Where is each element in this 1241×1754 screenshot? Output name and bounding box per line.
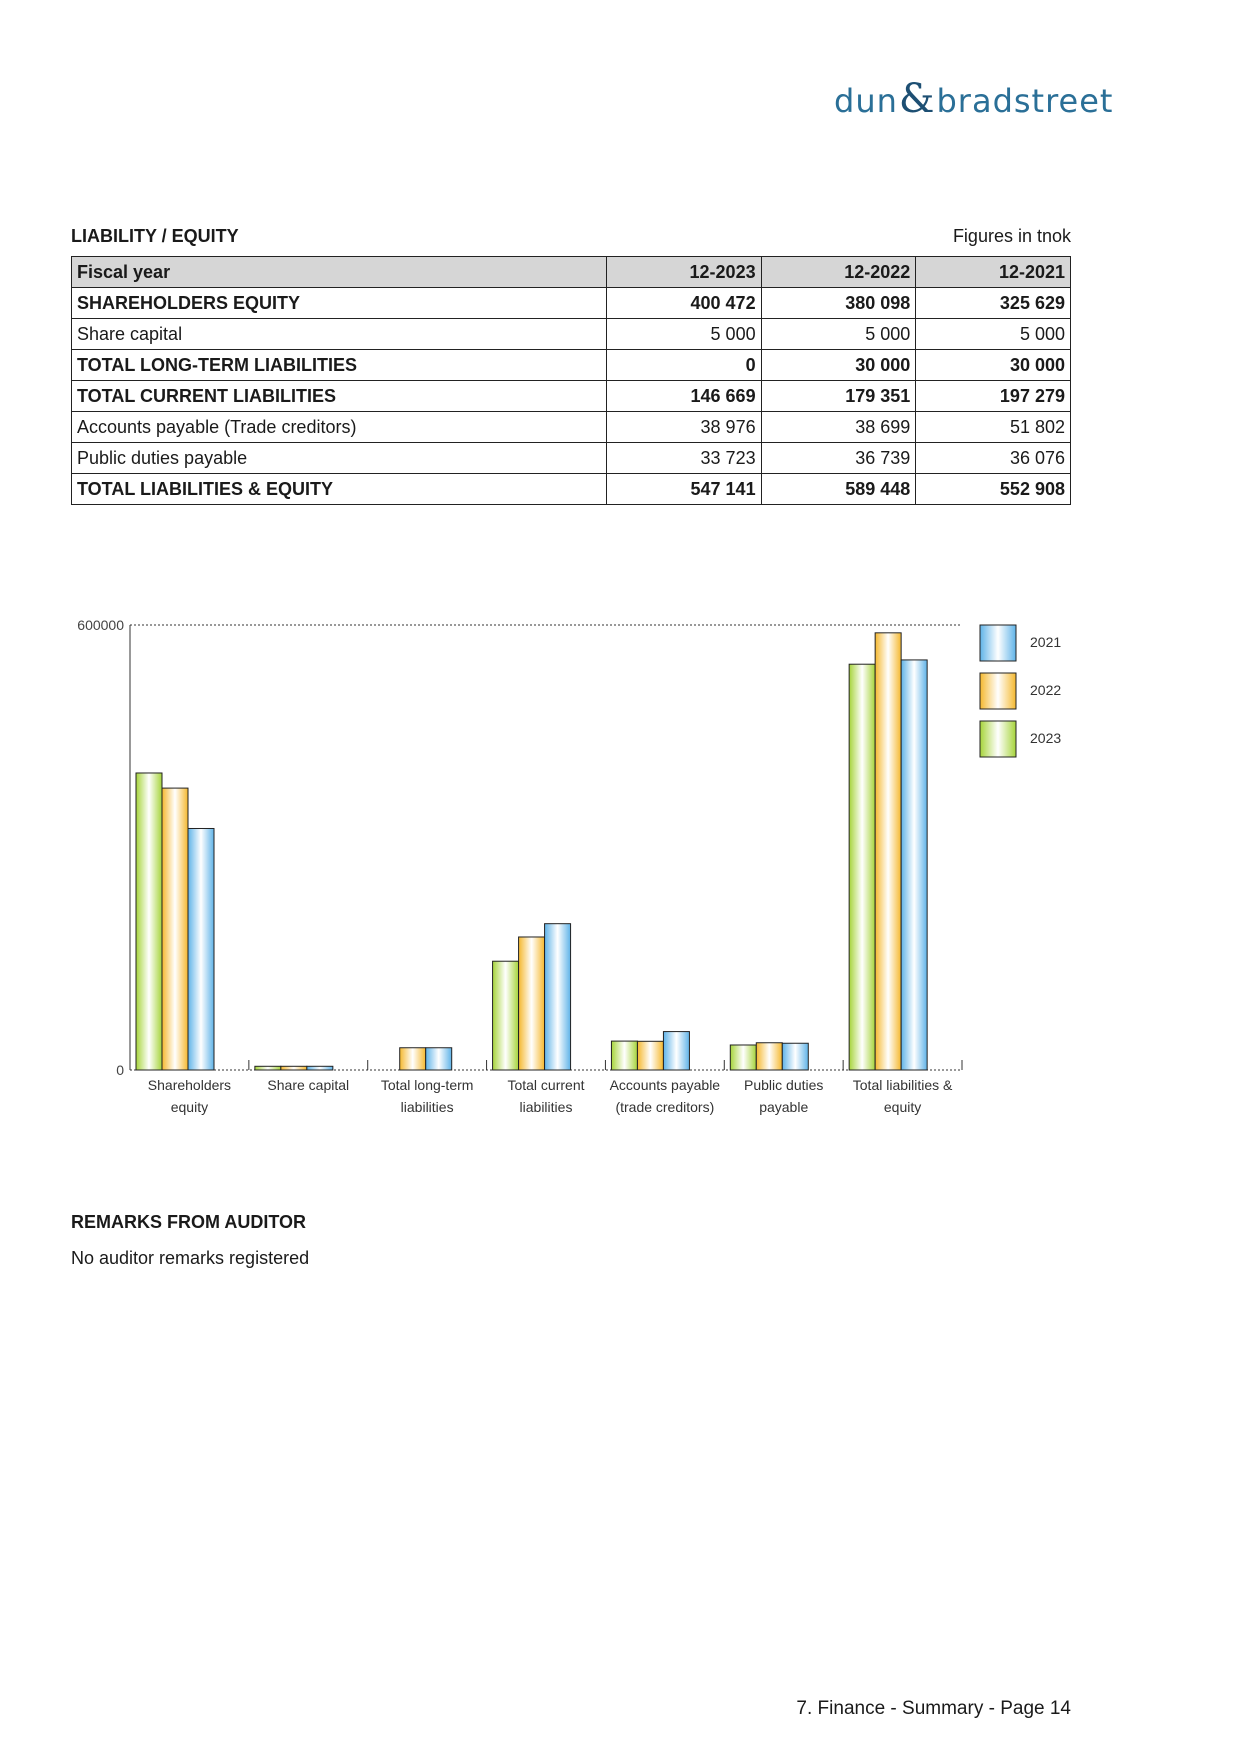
bar [756,1043,782,1070]
x-tick-label: Total current [507,1077,585,1093]
header-year: 12-2021 [916,257,1071,288]
liability-equity-table [71,256,1071,505]
row-label: Public duties payable [72,443,607,474]
bar [307,1066,333,1070]
row-value: 5 000 [916,319,1071,350]
header-year: 12-2022 [761,257,916,288]
x-tick-label: Share capital [267,1077,350,1093]
row-value: 36 739 [761,443,916,474]
row-value: 179 351 [761,381,916,412]
row-value: 400 472 [606,288,761,319]
row-label: TOTAL CURRENT LIABILITIES [72,381,607,412]
table-row [72,381,1071,412]
table-row [72,474,1071,505]
legend-label: 2023 [1030,730,1062,746]
x-tick-label: (trade creditors) [615,1099,715,1115]
row-label: SHAREHOLDERS EQUITY [72,288,607,319]
bar [188,828,214,1070]
bar [611,1041,637,1070]
table-row [72,350,1071,381]
bar [493,961,519,1070]
logo-text-dun: dun [834,82,898,120]
bar [875,633,901,1070]
x-tick-label: Total liabilities & [852,1077,953,1093]
row-value: 547 141 [606,474,761,505]
legend-label: 2021 [1030,634,1062,650]
row-value: 36 076 [916,443,1071,474]
row-value: 38 699 [761,412,916,443]
x-tick-label: Public duties [744,1077,824,1093]
row-label: Share capital [72,319,607,350]
legend-swatch [980,673,1016,709]
bar [545,924,571,1070]
legend-label: 2022 [1030,682,1062,698]
remarks-text: No auditor remarks registered [71,1248,310,1268]
row-label: TOTAL LONG-TERM LIABILITIES [72,350,607,381]
table-header-row [72,257,1071,288]
x-tick-label: liabilities [519,1099,573,1115]
legend-swatch [980,721,1016,757]
row-value: 51 802 [916,412,1071,443]
logo-ampersand: & [898,76,936,122]
bar [255,1066,281,1070]
company-logo [834,76,1113,122]
y-tick-label: 0 [116,1062,124,1078]
table-row [72,443,1071,474]
row-value: 197 279 [916,381,1071,412]
bar [400,1048,426,1070]
row-value: 30 000 [761,350,916,381]
bar [281,1066,307,1070]
table-row [72,319,1071,350]
page-footer: 7. Finance - Summary - Page 14 [796,1698,1071,1719]
row-value: 33 723 [606,443,761,474]
logo-text-bradstreet: bradstreet [936,82,1114,120]
row-label: TOTAL LIABILITIES & EQUITY [72,474,607,505]
row-value: 380 098 [761,288,916,319]
x-tick-label: liabilities [400,1099,454,1115]
bar [426,1048,452,1070]
bar [901,660,927,1070]
row-value: 552 908 [916,474,1071,505]
bar [519,937,545,1070]
row-value: 146 669 [606,381,761,412]
liability-equity-bar-chart [60,600,1080,1120]
row-value: 38 976 [606,412,761,443]
x-tick-label: equity [170,1099,209,1115]
bar [849,664,875,1070]
header-fiscal-year: Fiscal year [72,257,607,288]
header-year: 12-2023 [606,257,761,288]
row-value: 30 000 [916,350,1071,381]
row-value: 0 [606,350,761,381]
row-value: 589 448 [761,474,916,505]
row-value: 5 000 [761,319,916,350]
x-tick-label: equity [883,1099,922,1115]
legend-swatch [980,625,1016,661]
y-tick-label: 600000 [77,617,124,633]
row-label: Accounts payable (Trade creditors) [72,412,607,443]
x-tick-label: Total long-term [380,1077,474,1093]
bar [663,1032,689,1070]
bar [637,1041,663,1070]
row-value: 5 000 [606,319,761,350]
bar [162,788,188,1070]
bar [730,1045,756,1070]
x-tick-label: Accounts payable [609,1077,721,1093]
table-row [72,412,1071,443]
figures-note: Figures in tnok [952,226,1071,246]
bar [782,1043,808,1070]
table-row [72,288,1071,319]
row-value: 325 629 [916,288,1071,319]
x-tick-label: Shareholders [147,1077,232,1093]
remarks-title: REMARKS FROM AUDITOR [71,1212,306,1232]
x-tick-label: payable [759,1099,809,1115]
bar [136,773,162,1070]
section-title: LIABILITY / EQUITY [71,226,239,246]
